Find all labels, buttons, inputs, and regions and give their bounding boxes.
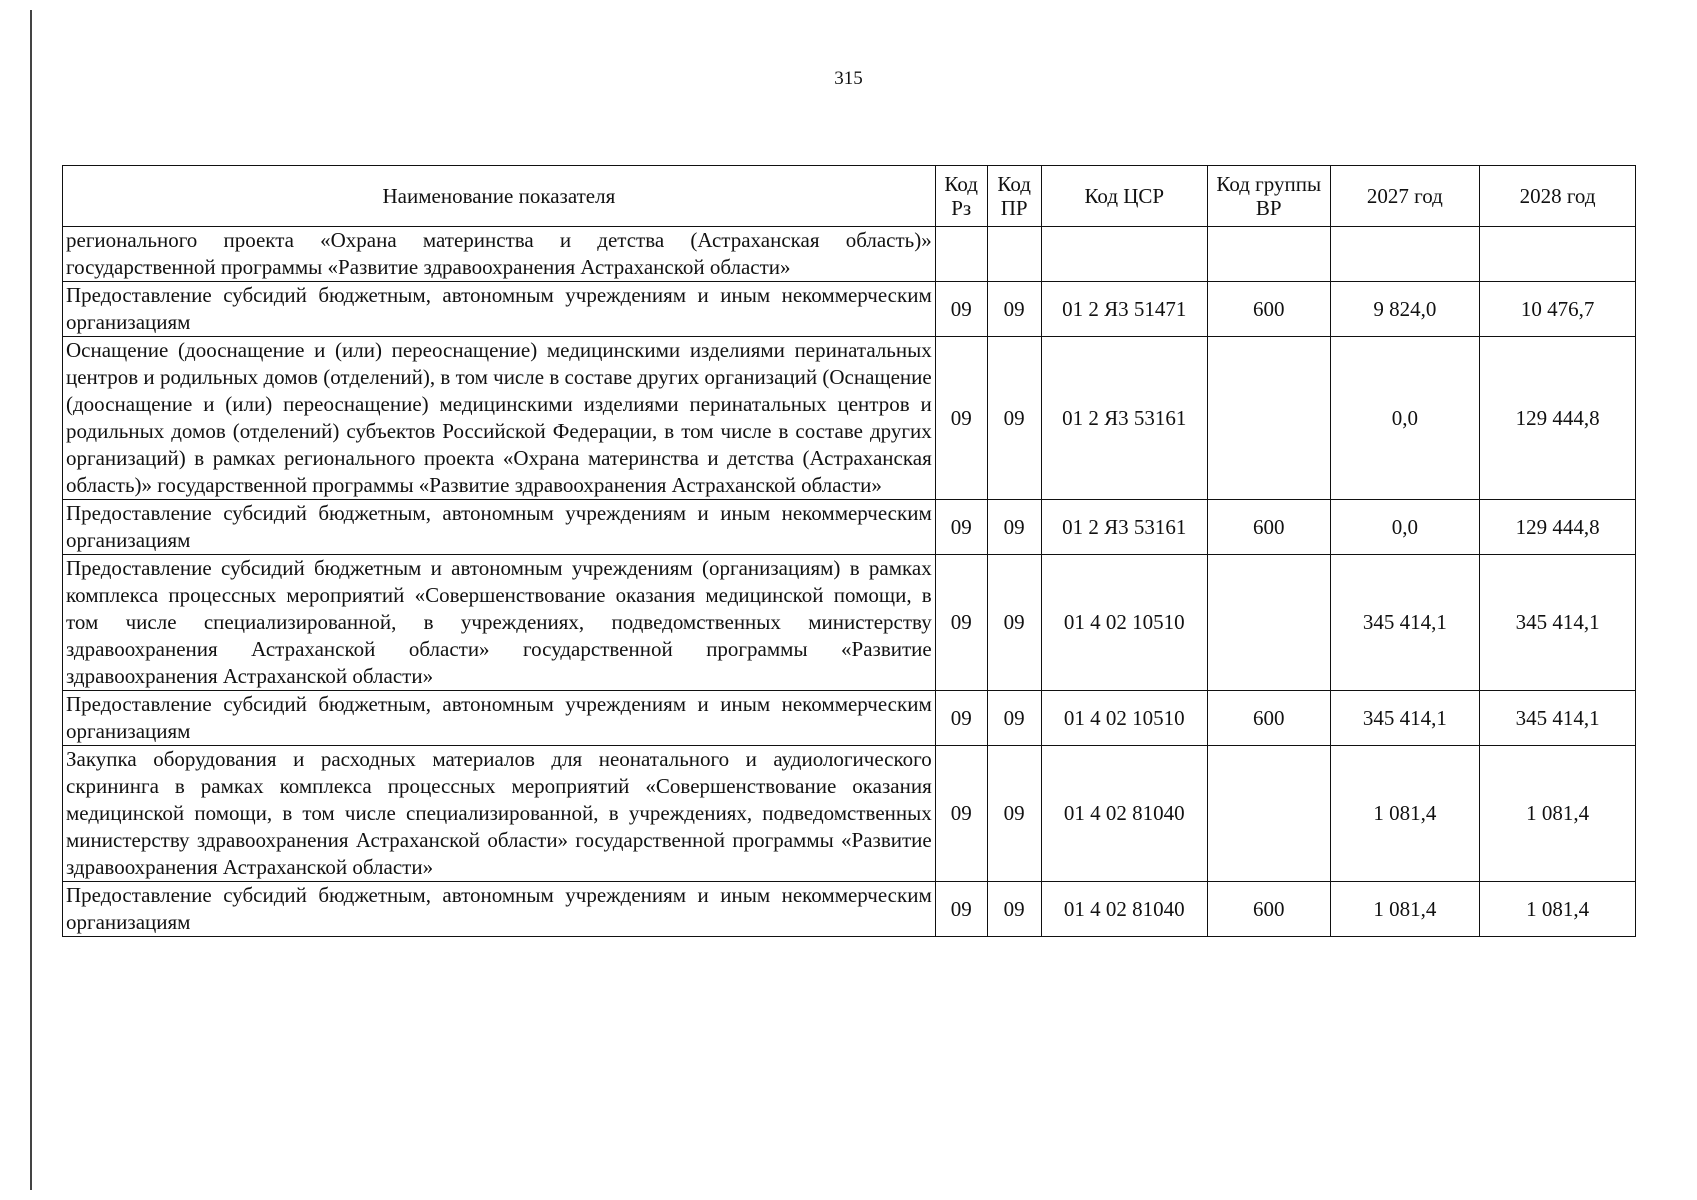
- row-csr: [1041, 227, 1207, 282]
- row-name: Предоставление субсидий бюджетным, автономным учреждениям и иным некоммерческим организациям: [63, 500, 936, 555]
- row-rz: 09: [935, 282, 987, 337]
- row-vr: 600: [1207, 882, 1330, 937]
- table-header-row: [63, 166, 1636, 227]
- table-row: [63, 227, 1636, 282]
- table-row: [63, 337, 1636, 500]
- table-row: [63, 555, 1636, 691]
- row-2028: 1 081,4: [1480, 746, 1636, 882]
- row-2028: [1480, 227, 1636, 282]
- row-2027: 9 824,0: [1330, 282, 1480, 337]
- row-pr: 09: [987, 882, 1041, 937]
- header-rz: Код Рз: [935, 166, 987, 227]
- row-rz: 09: [935, 882, 987, 937]
- row-csr: 01 2 Я3 53161: [1041, 500, 1207, 555]
- row-rz: 09: [935, 500, 987, 555]
- header-vr: Код группы ВР: [1207, 166, 1330, 227]
- row-pr: 09: [987, 691, 1041, 746]
- row-pr: [987, 227, 1041, 282]
- table-row: [63, 691, 1636, 746]
- row-2028: 10 476,7: [1480, 282, 1636, 337]
- row-csr: 01 2 Я3 51471: [1041, 282, 1207, 337]
- row-csr: 01 4 02 10510: [1041, 691, 1207, 746]
- row-name: регионального проекта «Охрана материнства и детства (Астраханская область)» государственной программы «Развитие здравоохранения Астраханской области»: [63, 227, 936, 282]
- row-pr: 09: [987, 337, 1041, 500]
- row-vr: 600: [1207, 500, 1330, 555]
- row-name: Оснащение (дооснащение и (или) переоснащение) медицинскими изделиями перинатальных центров и родильных домов (отделений), в том числе в составе других организаций (Оснащение (дооснащение и (или) переоснащение) медицинскими изделиями перинатальных центров и родильных домов (отделений) субъектов Российской Федерации, в том числе в составе других организаций) в рамках регионального проекта «Охрана материнства и детства (Астраханская область)» государственной программы «Развитие здравоохранения Астраханской области»: [63, 337, 936, 500]
- left-margin-line: [30, 10, 32, 1190]
- row-2028: 345 414,1: [1480, 555, 1636, 691]
- row-vr: [1207, 337, 1330, 500]
- table-row: [63, 282, 1636, 337]
- table-row: [63, 746, 1636, 882]
- header-pr: Код ПР: [987, 166, 1041, 227]
- row-vr: [1207, 555, 1330, 691]
- row-2027: 345 414,1: [1330, 691, 1480, 746]
- row-pr: 09: [987, 555, 1041, 691]
- row-rz: 09: [935, 555, 987, 691]
- row-name: Предоставление субсидий бюджетным, автономным учреждениям и иным некоммерческим организациям: [63, 282, 936, 337]
- row-csr: 01 4 02 81040: [1041, 882, 1207, 937]
- row-2027: 1 081,4: [1330, 746, 1480, 882]
- row-pr: 09: [987, 282, 1041, 337]
- row-pr: 09: [987, 746, 1041, 882]
- row-2027: 345 414,1: [1330, 555, 1480, 691]
- row-name: Закупка оборудования и расходных материалов для неонатального и аудиологического скрининга в рамках комплекса процессных мероприятий «Совершенствование оказания медицинской помощи, в том числе специализированной, в учреждениях, подведомственных министерству здравоохранения Астраханской области» государственной программы «Развитие здравоохранения Астраханской области»: [63, 746, 936, 882]
- row-csr: 01 4 02 10510: [1041, 555, 1207, 691]
- header-2028: 2028 год: [1480, 166, 1636, 227]
- row-2028: 1 081,4: [1480, 882, 1636, 937]
- row-2027: 1 081,4: [1330, 882, 1480, 937]
- row-csr: 01 2 Я3 53161: [1041, 337, 1207, 500]
- row-2028: 345 414,1: [1480, 691, 1636, 746]
- row-csr: 01 4 02 81040: [1041, 746, 1207, 882]
- table-row: [63, 500, 1636, 555]
- row-2028: 129 444,8: [1480, 500, 1636, 555]
- row-name: Предоставление субсидий бюджетным, автономным учреждениям и иным некоммерческим организациям: [63, 882, 936, 937]
- row-vr: 600: [1207, 282, 1330, 337]
- row-2027: 0,0: [1330, 500, 1480, 555]
- row-rz: [935, 227, 987, 282]
- row-name: Предоставление субсидий бюджетным, автономным учреждениям и иным некоммерческим организациям: [63, 691, 936, 746]
- budget-table: [62, 165, 1636, 937]
- row-rz: 09: [935, 691, 987, 746]
- table-row: [63, 882, 1636, 937]
- row-vr: [1207, 227, 1330, 282]
- row-rz: 09: [935, 746, 987, 882]
- row-vr: [1207, 746, 1330, 882]
- header-2027: 2027 год: [1330, 166, 1480, 227]
- row-vr: 600: [1207, 691, 1330, 746]
- row-2028: 129 444,8: [1480, 337, 1636, 500]
- row-name: Предоставление субсидий бюджетным и автономным учреждениям (организациям) в рамках комплекса процессных мероприятий «Совершенствование оказания медицинской помощи, в том числе специализированной, в учреждениях, подведомственных министерству здравоохранения Астраханской области» государственной программы «Развитие здравоохранения Астраханской области»: [63, 555, 936, 691]
- row-2027: [1330, 227, 1480, 282]
- header-csr: Код ЦСР: [1041, 166, 1207, 227]
- row-rz: 09: [935, 337, 987, 500]
- row-2027: 0,0: [1330, 337, 1480, 500]
- page-number: 315: [834, 68, 863, 89]
- header-name: Наименование показателя: [63, 166, 936, 227]
- row-pr: 09: [987, 500, 1041, 555]
